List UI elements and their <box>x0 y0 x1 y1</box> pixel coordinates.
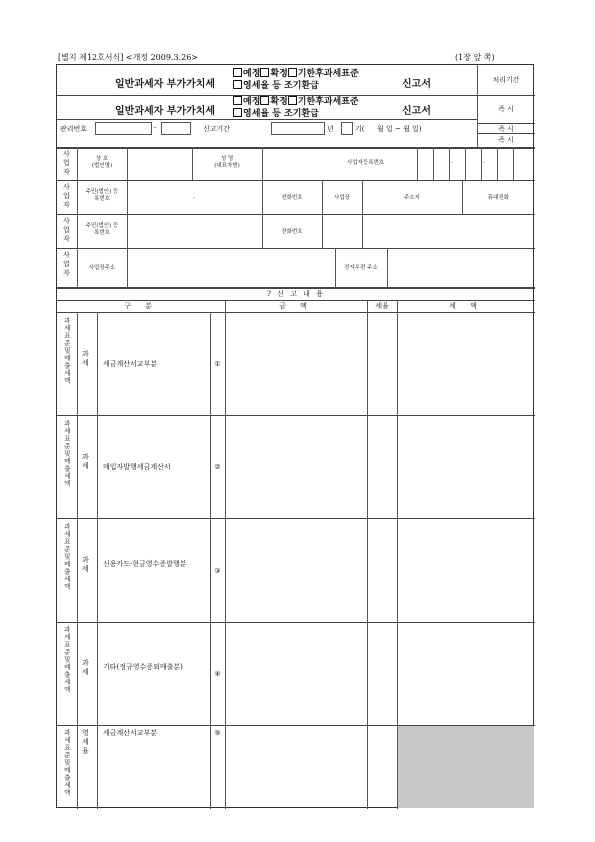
address-label: 주소지 <box>404 195 420 201</box>
page-indicator: (1장 앞 쪽) <box>455 53 495 62</box>
group-label-5: 과세표준및매출세액 <box>62 729 71 797</box>
title-suffix-2: 신고서 <box>402 106 431 117</box>
checkbox-final[interactable] <box>260 68 269 77</box>
business-address-field[interactable] <box>128 249 334 286</box>
report-contents-heading: ? 신 고 내 용 <box>267 290 325 298</box>
row1-item: 세금계산서교부분 <box>103 360 158 368</box>
management-number-label: 관리번호 <box>60 125 88 133</box>
row2-kind: 과세 <box>81 453 90 471</box>
col-amount-header: 금 액 <box>279 302 313 310</box>
row3-kind: 과세 <box>81 556 90 574</box>
report-term-field[interactable] <box>341 122 353 135</box>
row4-item: 기타(정규영수증외매출분) <box>103 663 183 671</box>
processing-immediate-3: 즉 시 <box>498 136 514 144</box>
group-label-4: 과세표준및매출세액 <box>62 626 71 694</box>
representative-name-label: 성 명 (대표자명) <box>214 156 240 169</box>
report-year-unit: 년 <box>327 125 334 133</box>
management-number-dash: - <box>154 124 157 132</box>
processing-immediate-1: 즉 시 <box>498 105 514 113</box>
business-section-3: 사업자 <box>62 217 71 244</box>
col-tax-header: 세 액 <box>449 302 483 310</box>
business-section-2: 사업자 <box>62 183 71 210</box>
mobile-label: 휴대전화 <box>487 195 510 201</box>
checkbox-early-refund-2[interactable] <box>233 108 242 117</box>
checkbox-late[interactable] <box>288 68 297 77</box>
return-type-options-2: 예정 확정 기한후과세표준 영세율 등 조기환급 <box>233 96 359 120</box>
col-category-header: 구 분 <box>124 302 158 310</box>
resident-no-label-1: 주민(법인) 등 록번호 <box>85 189 119 202</box>
row5-amount-field[interactable] <box>226 726 366 808</box>
report-term-unit: 기( <box>355 125 365 133</box>
col-rate-header: 세율 <box>375 302 389 310</box>
business-address-label: 사업장주소 <box>88 265 116 271</box>
title-main-1: 일반과세자 부가가치세 <box>115 79 216 90</box>
checkbox-late-2[interactable] <box>288 96 297 105</box>
row3-item: 신용카드·현금영수증발행분 <box>103 560 187 568</box>
row1-amount-field[interactable] <box>226 313 366 414</box>
business-reg-no-label: 사업자등록번호 <box>347 160 385 166</box>
trade-name-field[interactable] <box>128 148 191 179</box>
row5-kind: 영세율 <box>81 729 90 756</box>
checkbox-preliminary-2[interactable] <box>233 96 242 105</box>
email-field[interactable] <box>388 249 534 286</box>
row4-kind: 과세 <box>81 659 90 677</box>
resident-no-label-2: 주민(법인) 등 록번호 <box>85 223 119 236</box>
management-number-field-a[interactable] <box>95 122 152 135</box>
row2-amount-field[interactable] <box>226 416 366 517</box>
row2-item: 매입자발행세금계산서 <box>103 463 171 471</box>
processing-immediate-2: 즉 시 <box>498 125 514 133</box>
report-period-label: 신고기간 <box>203 125 231 133</box>
row2-number: ② <box>214 463 221 471</box>
processing-period-label: 처리기간 <box>492 76 520 84</box>
form-header-left: [별지 제12호서식] <개정 2009.3.26> <box>58 53 198 62</box>
group-label-3: 과세표준및매출세액 <box>62 523 71 591</box>
row1-number: ① <box>214 360 221 368</box>
email-label: 전자우편 주소 <box>344 265 378 271</box>
phone-label-2: 전화번호 <box>281 229 303 235</box>
row3-number: ③ <box>214 567 221 575</box>
office-label: 사업장 <box>334 195 350 201</box>
resident-no-dash-1: - <box>193 195 195 201</box>
row4-number: ④ <box>214 670 221 678</box>
row3-amount-field[interactable] <box>226 519 366 621</box>
representative-name-field[interactable] <box>263 148 333 179</box>
business-reg-no-dash-1: - <box>451 160 453 166</box>
group-label-1: 과세표준및매출세액 <box>62 317 71 385</box>
title-main-2: 일반과세자 부가가치세 <box>115 106 216 117</box>
row5-number: ⑤ <box>214 729 221 737</box>
return-type-options-1: 예정 확정 기한후과세표준 영세율 등 조기환급 <box>233 68 359 92</box>
checkbox-final-2[interactable] <box>260 96 269 105</box>
management-number-field-b[interactable] <box>161 122 191 135</box>
group-label-2: 과세표준및매출세액 <box>62 420 71 488</box>
row5-item: 세금계산서교부분 <box>103 729 158 737</box>
report-year-field[interactable] <box>271 122 325 135</box>
title-suffix-1: 신고서 <box>402 79 431 90</box>
business-section-1: 사업자 <box>62 150 71 177</box>
row4-amount-field[interactable] <box>226 623 366 724</box>
checkbox-preliminary[interactable] <box>233 68 242 77</box>
row5-tax-shaded-cell <box>398 726 534 808</box>
report-month-range: 월 일 ~ 월 일) <box>377 125 422 133</box>
checkbox-early-refund[interactable] <box>233 80 242 89</box>
tax-return-form <box>56 64 534 808</box>
row1-kind: 과세 <box>81 350 90 368</box>
trade-name-label: 상 호 (법인명) <box>91 156 113 169</box>
phone-label-1: 전화번호 <box>281 195 303 201</box>
business-section-4: 사업자 <box>62 251 71 278</box>
business-reg-no-dash-2: - <box>483 160 485 166</box>
